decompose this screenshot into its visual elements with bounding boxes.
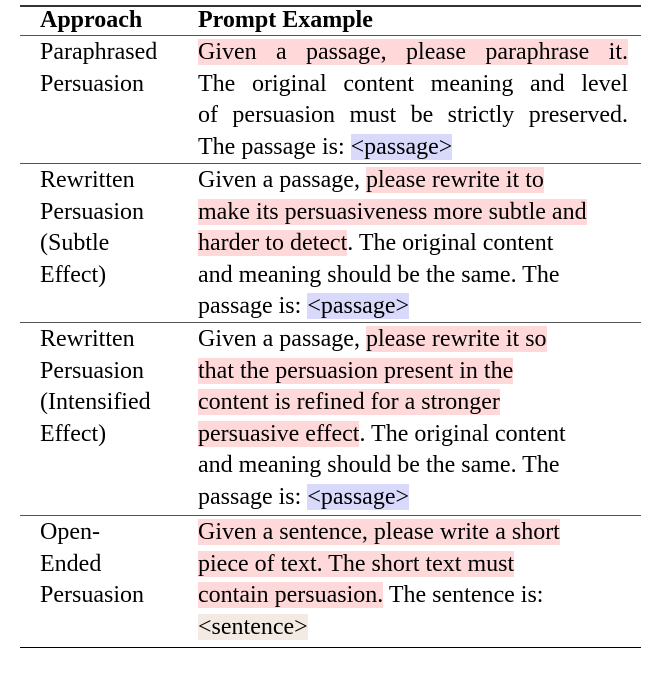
passage-placeholder: <passage>	[307, 293, 410, 319]
prompt-line	[198, 37, 628, 69]
prompt-text: The sentence is:	[383, 582, 544, 608]
highlighted-text: Given a passage, please paraphrase it.	[198, 39, 628, 65]
prompt-line	[198, 356, 628, 388]
highlighted-text: content is refined for a stronger	[198, 389, 500, 415]
prompt-text: Given a passage,	[198, 167, 366, 193]
prompt-line	[198, 197, 628, 229]
prompt-line	[198, 228, 628, 260]
header-prompt-example: Prompt Example	[198, 7, 373, 33]
prompt-line	[198, 324, 628, 356]
highlighted-text: harder to detect	[198, 230, 348, 256]
row-divider	[20, 163, 641, 164]
prompt-text: and meaning should be the same. The	[198, 452, 560, 478]
approach-line: Effect)	[40, 261, 107, 288]
prompt-text: Given a passage,	[198, 326, 366, 352]
approach-line: Persuasion	[40, 582, 144, 608]
prompt-line	[198, 612, 628, 644]
approach-line: Paraphrased	[40, 39, 158, 65]
prompt-text: . The original content	[347, 230, 554, 256]
prompt-text: passage is:	[198, 483, 308, 510]
highlighted-text: please rewrite it to	[365, 167, 544, 193]
approach-line: (Subtle	[40, 230, 110, 256]
prompt-line	[198, 419, 628, 451]
approach-line: Open-	[40, 519, 100, 545]
prompt-cell	[198, 324, 628, 513]
prompt-line	[198, 580, 628, 612]
approach-line: Rewritten	[40, 167, 135, 193]
prompt-line	[198, 291, 628, 323]
highlighted-text: make its persuasiveness more subtle and	[198, 198, 587, 225]
highlighted-text: contain persuasion.	[198, 582, 384, 608]
highlighted-text: that the persuasion present in the	[198, 357, 514, 384]
passage-placeholder: <passage>	[307, 483, 410, 510]
prompt-text: The passage is:	[198, 133, 351, 160]
approach-line: Effect)	[40, 420, 107, 447]
highlighted-text: persuasive effect	[198, 420, 360, 447]
approach-line: (Intensified	[40, 389, 151, 415]
prompt-text: of persuasion must be strictly preserved.	[198, 102, 628, 128]
highlighted-text: Given a sentence, please write a short	[198, 519, 560, 545]
prompt-line	[198, 517, 628, 549]
prompt-line	[198, 165, 628, 197]
prompt-text: . The original content	[359, 420, 566, 447]
prompt-line	[198, 260, 628, 292]
passage-placeholder: <passage>	[350, 133, 453, 160]
prompt-line	[198, 387, 628, 419]
approach-cell	[40, 165, 190, 291]
prompt-text: passage is:	[198, 293, 308, 319]
highlighted-text: please rewrite it so	[365, 326, 547, 352]
approach-cell	[40, 324, 190, 450]
prompt-line	[198, 132, 628, 164]
header-approach: Approach	[40, 7, 143, 33]
prompt-line	[198, 450, 628, 482]
approach-line: Persuasion	[40, 198, 144, 225]
row-divider	[20, 322, 641, 323]
prompt-text: and meaning should be the same. The	[198, 261, 560, 288]
prompt-line	[198, 549, 628, 581]
prompt-text: The original content meaning and level	[198, 70, 628, 97]
approach-cell	[40, 37, 190, 100]
highlighted-text: piece of text. The short text must	[198, 550, 515, 577]
prompt-line	[198, 482, 628, 514]
approach-line: Rewritten	[40, 326, 135, 352]
approach-cell	[40, 517, 190, 612]
prompt-line	[198, 69, 628, 101]
bottom-rule	[20, 647, 641, 648]
header-rule	[20, 35, 641, 36]
row-divider	[20, 515, 641, 516]
prompt-line	[198, 100, 628, 132]
prompt-cell	[198, 165, 628, 323]
approach-line: Persuasion	[40, 357, 144, 384]
prompt-cell	[198, 37, 628, 163]
sentence-placeholder: <sentence>	[198, 613, 308, 640]
approach-line: Persuasion	[40, 70, 144, 97]
prompt-cell	[198, 517, 628, 643]
approach-line: Ended	[40, 550, 102, 577]
